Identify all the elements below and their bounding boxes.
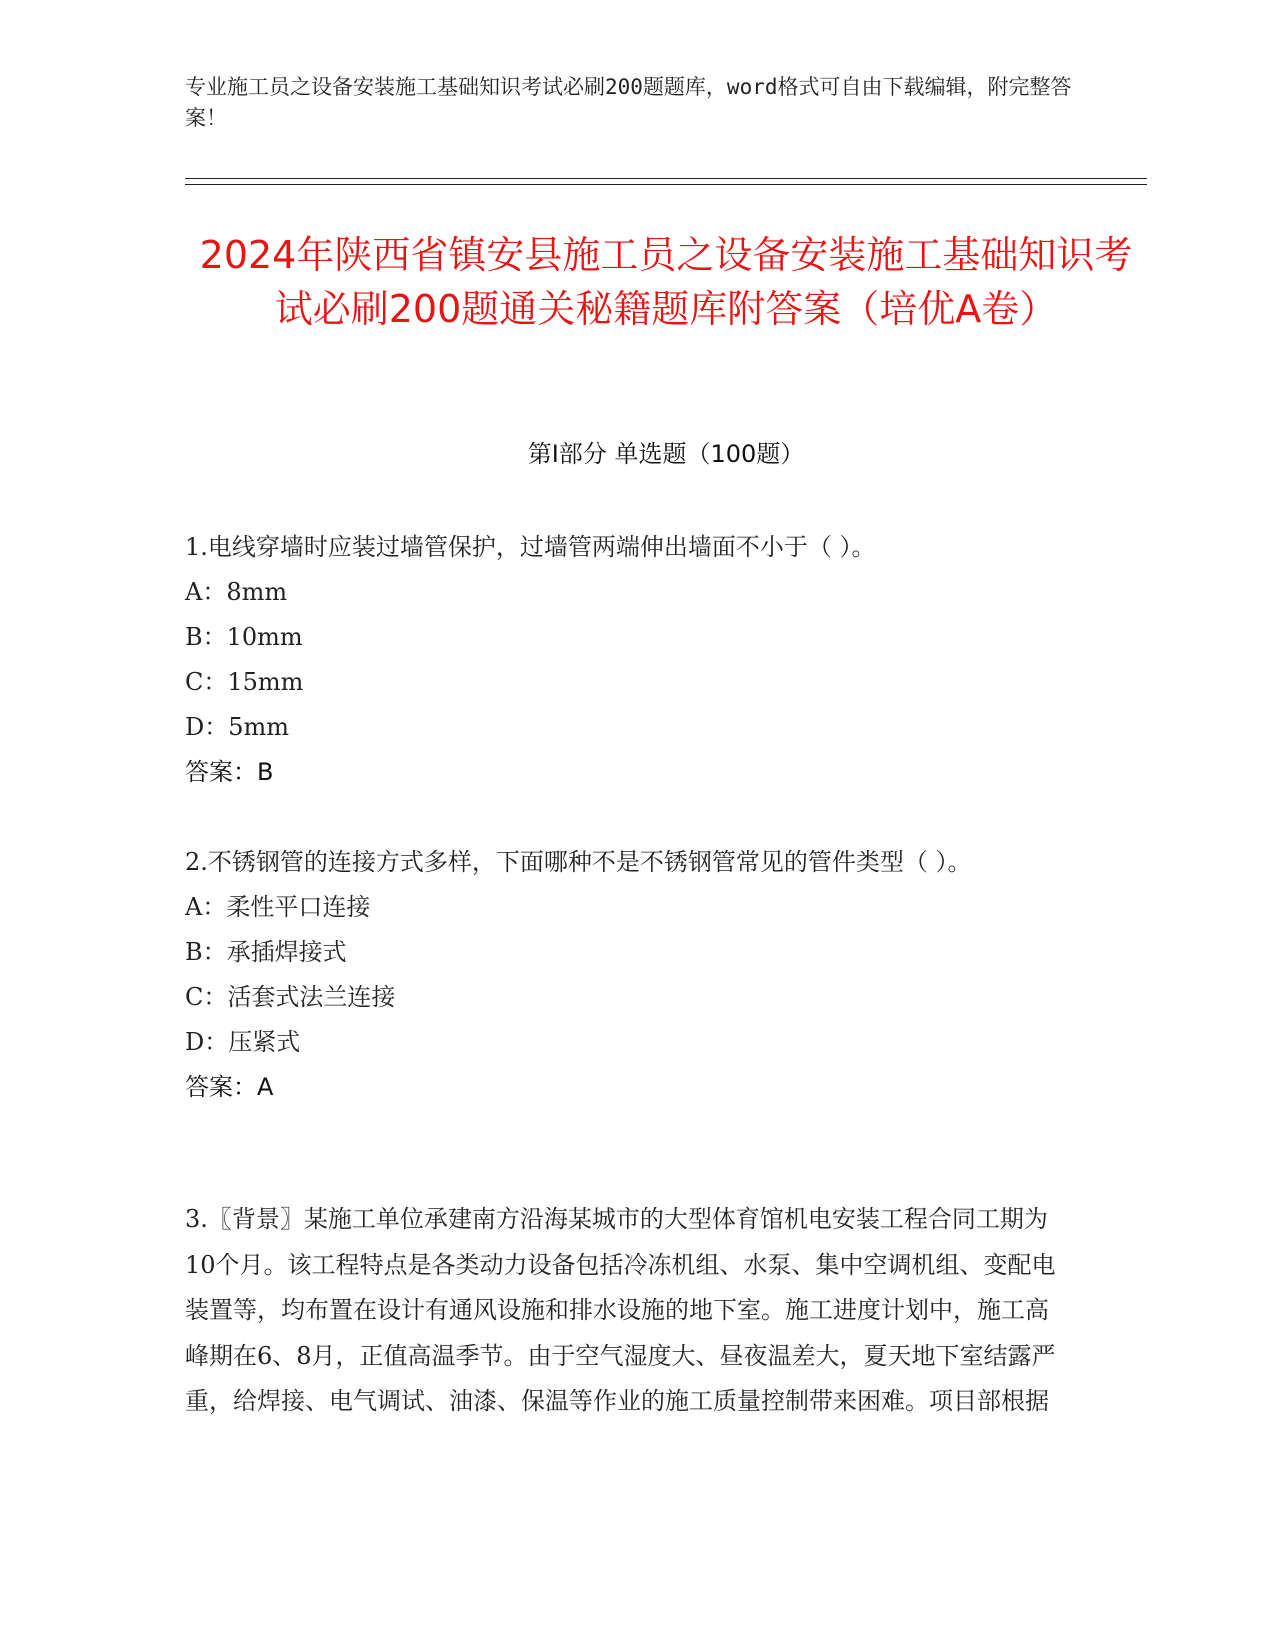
question-stem: 2.不锈钢管的连接方式多样，下面哪种不是不锈钢管常见的管件类型（ ）。 [185, 848, 972, 876]
option-a: A：8mm [185, 578, 288, 606]
question-stem: 1.电线穿墙时应装过墙管保护，过墙管两端伸出墙面不小于（ ）。 [185, 533, 876, 561]
question-1 [185, 525, 1065, 795]
header-divider-top [185, 178, 1147, 179]
document-title: 2024年陕西省镇安县施工员之设备安装施工基础知识考试必刷200题通关秘籍题库附答案（培优A卷） [199, 233, 1133, 331]
header-divider-bottom [185, 184, 1147, 185]
answer: 答案：A [185, 1073, 274, 1101]
question-stem: 3.〖背景〗某施工单位承建南方沿海某城市的大型体育馆机电安装工程合同工期为10个月。该工程特点是各类动力设备包括冷冻机组、水泵、集中空调机组、变配电装置等，均布置在设计有通风设施和排水设施的地下室。施工进度计划中，施工高峰期在6、8月，正值高温季节。由于空气湿度大、昼夜温差大，夏天地下室结露严重，给焊接、电气调试、油漆、保温等作业的施工质量控制带来困难。项目部根据 [185, 1205, 1056, 1415]
option-b: B：承插焊接式 [185, 938, 347, 966]
option-c: C：15mm [185, 668, 304, 696]
option-a: A：柔性平口连接 [185, 893, 371, 921]
option-d: D：压紧式 [185, 1028, 301, 1056]
question-2 [185, 840, 1065, 1110]
option-b: B：10mm [185, 623, 303, 651]
option-c: C：活套式法兰连接 [185, 983, 396, 1011]
answer: 答案：B [185, 758, 274, 786]
section-heading: 第Ⅰ部分 单选题（100题） [527, 440, 805, 468]
question-3 [185, 1197, 1065, 1425]
option-d: D：5mm [185, 713, 290, 741]
header-note: 专业施工员之设备安装施工基础知识考试必刷200题题库，word格式可自由下载编辑，附完整答案！ [185, 75, 1072, 130]
